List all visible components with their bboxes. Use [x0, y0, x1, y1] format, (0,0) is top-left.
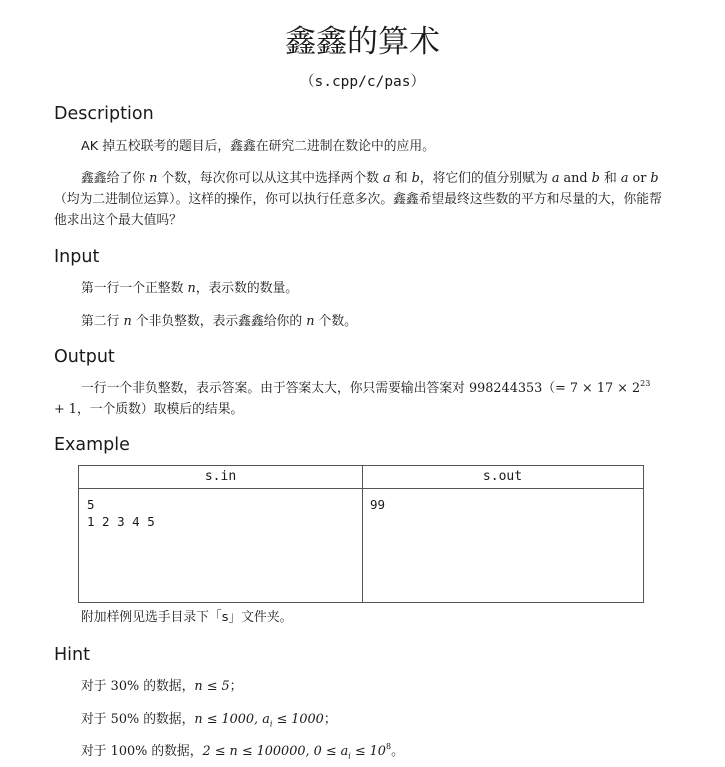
description-paragraph-1: AK 掉五校联考的题目后，鑫鑫在研究二进制在数论中的应用。: [81, 139, 435, 154]
page-title: 鑫鑫的算术: [285, 24, 440, 60]
example-output-header: s.out: [362, 466, 643, 489]
example-output-content: 99: [370, 497, 386, 512]
description-paragraph-2: 鑫鑫给了你 n 个数，每次你可以从这其中选择两个数 a 和 b，将它们的值分别赋为 a and b 和 a or b（均为二进制位运算）。这样的操作，你可以执行任意多次。鑫鑫希望最终这些数的平方和尽量的大，你能帮他求出这个最大值吗？: [54, 171, 662, 228]
example-input-content: 5 1 2 3 4 5: [87, 497, 155, 529]
output-paragraph: 一行一个非负整数，表示答案。由于答案太大，你只需要输出答案对 $998244353(= 7 \times 17 \times 2^{23} + 1$，一个质数）取模后的结果。: [54, 379, 651, 417]
hint-line-1: 对于 30% 的数据，n ≤ 5；: [81, 679, 243, 694]
file-name-subtitle: （s.cpp/c/pas）: [299, 74, 426, 90]
example-note: 附加样例见选手目录下「s」文件夹。: [81, 610, 293, 625]
example-input-header: s.in: [79, 466, 362, 489]
input-line-2: 第二行 n 个非负整数，表示鑫鑫给你的 n 个数。: [81, 314, 357, 329]
example-output-column: [362, 466, 643, 602]
input-line-1: 第一行一个正整数 n，表示数的数量。: [81, 281, 299, 296]
section-heading-output: Output: [54, 347, 115, 367]
section-heading-input: Input: [54, 247, 100, 267]
section-heading-example: Example: [54, 435, 130, 455]
section-heading-description: Description: [54, 104, 154, 124]
hint-line-2: 对于 50% 的数据，n ≤ 1000, $a_i \le 1000$；: [81, 712, 337, 729]
section-heading-hint: Hint: [54, 645, 90, 665]
hint-line-3: 对于 100% 的数据，2 ≤ n ≤ 100000, $0 \le a_i \le 10^8$。: [81, 742, 404, 761]
example-input-column: [79, 466, 363, 602]
example-table: [78, 465, 644, 603]
